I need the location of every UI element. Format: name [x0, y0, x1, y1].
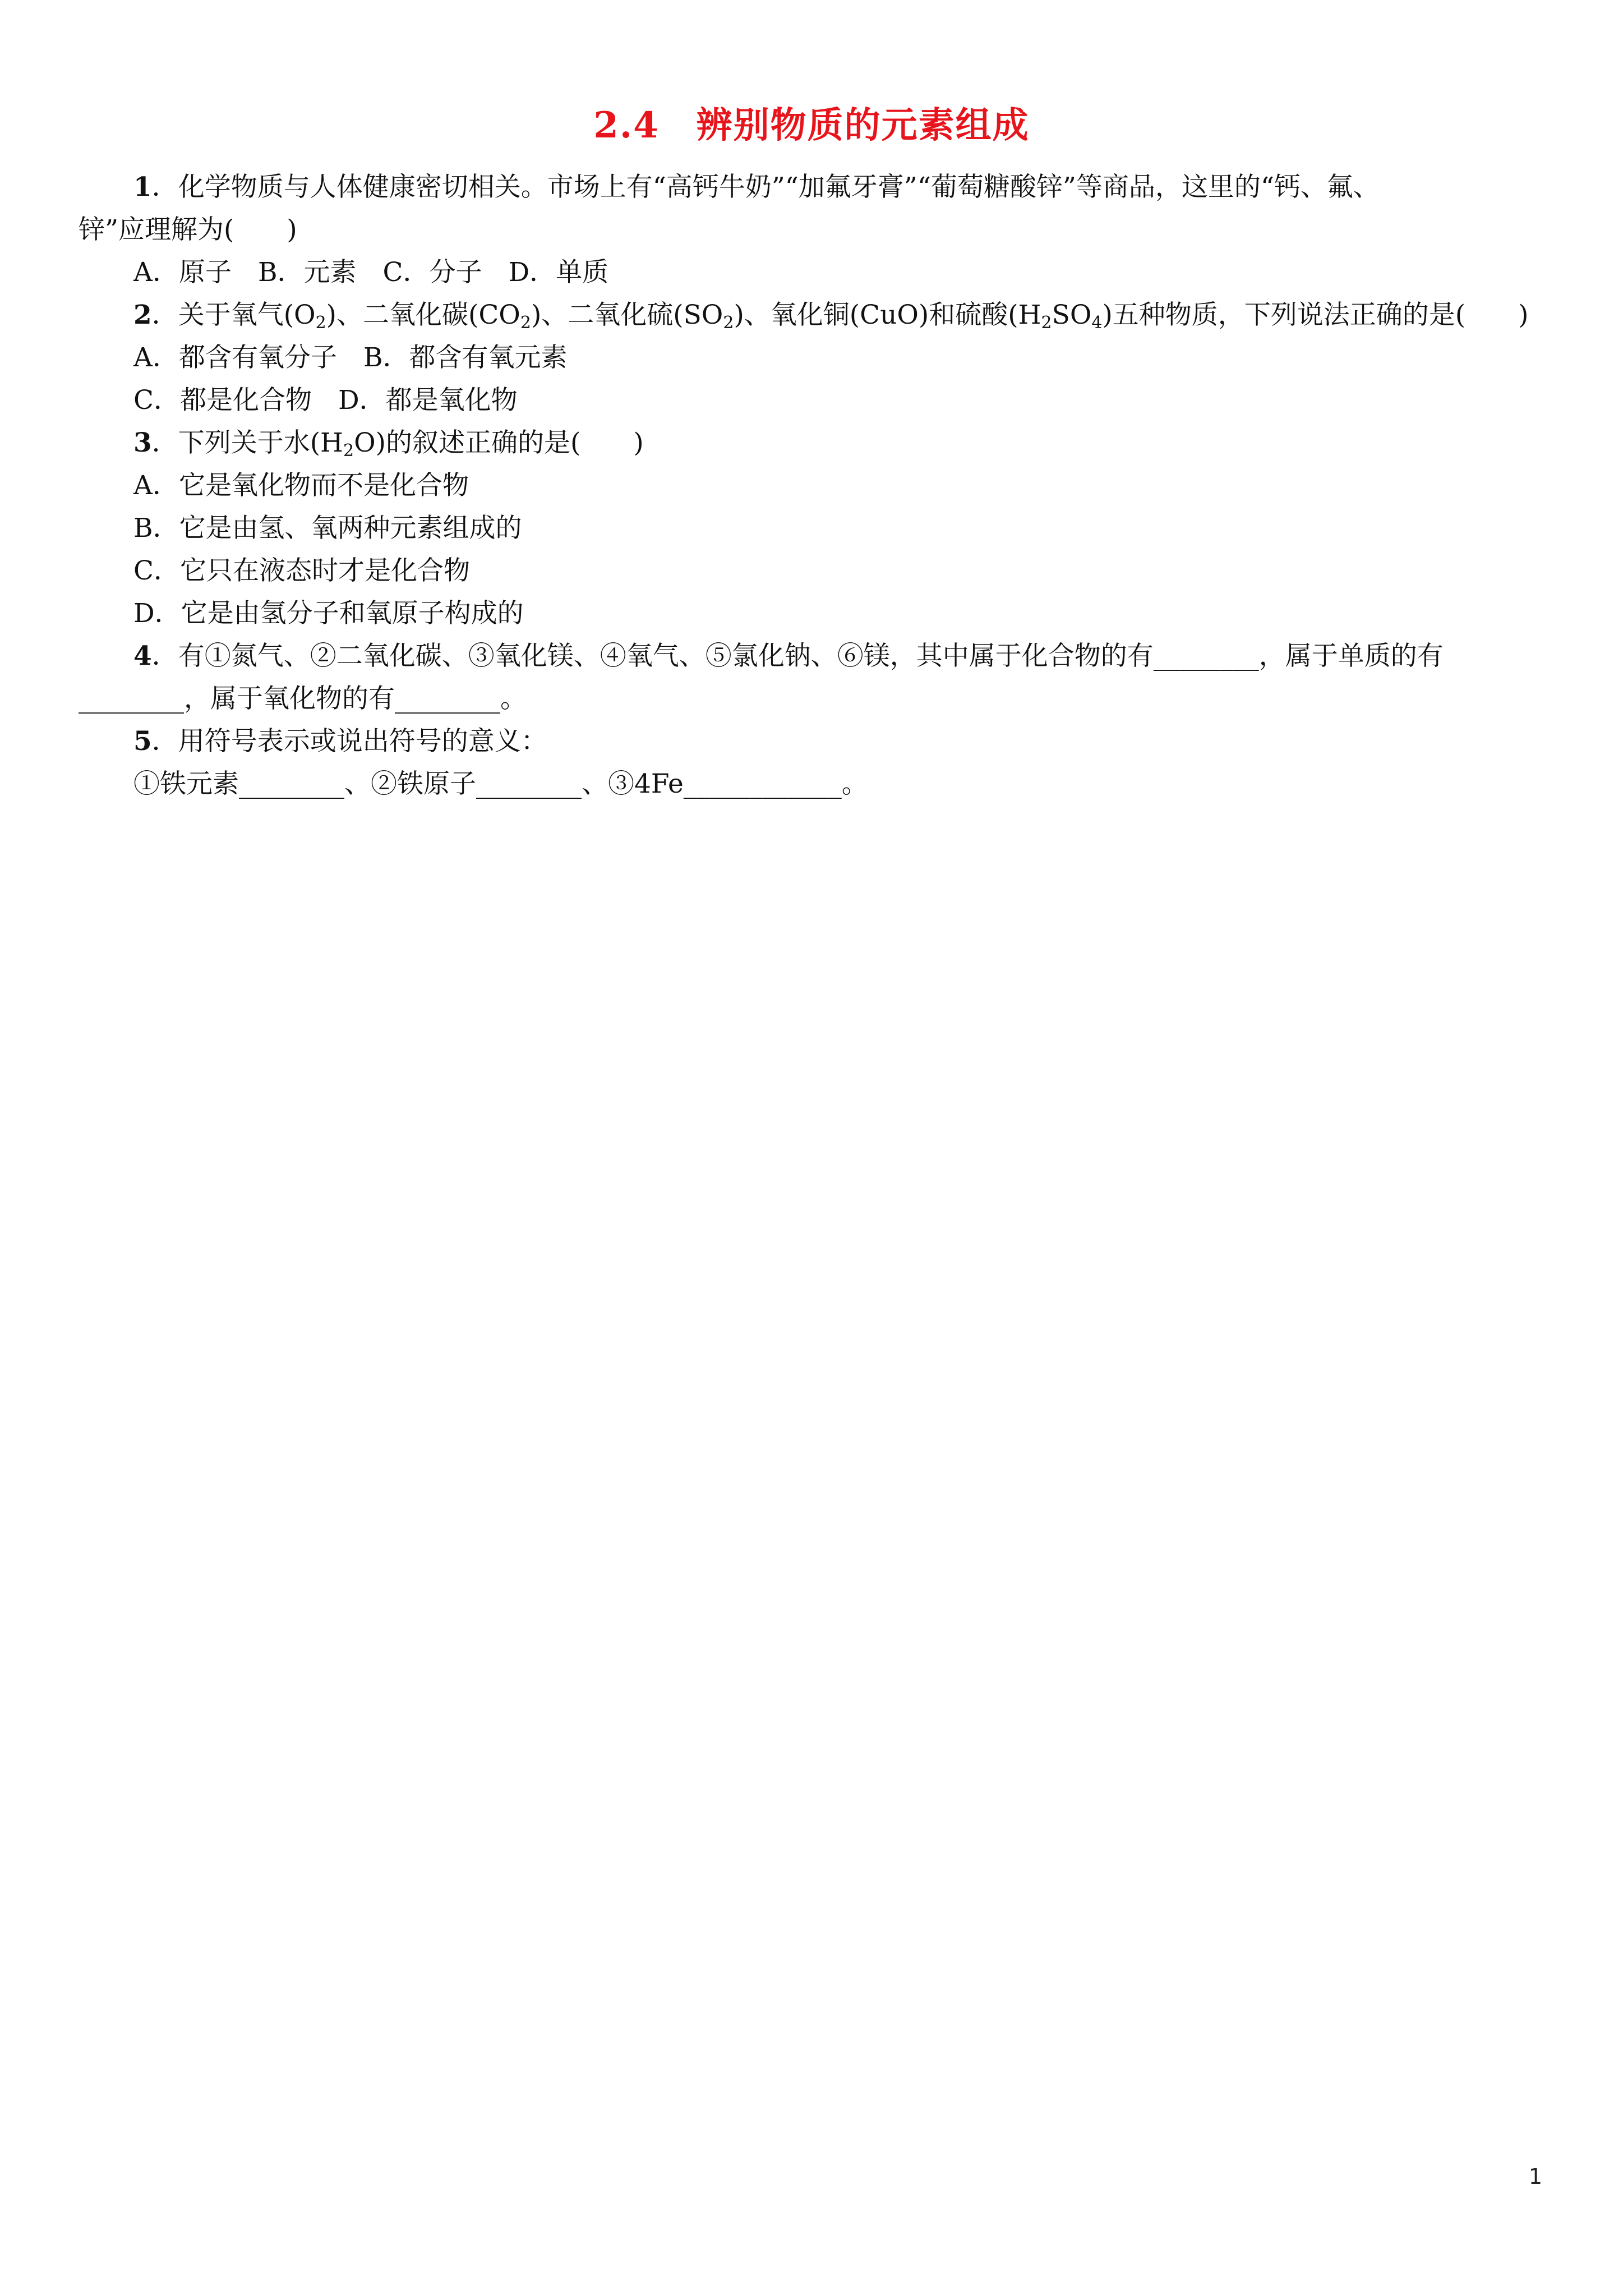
page-title: 2.4 辨别物质的元素组成 — [593, 104, 1030, 146]
question-1-text-continued: 锌”应理解为( ) — [79, 214, 297, 245]
question-4-line-2 — [79, 678, 1548, 720]
question-5-text: ．用符号表示或说出符号的意义： — [151, 726, 547, 757]
question-1-options: A．原子 B．元素 C．分子 D．单质 — [133, 257, 609, 288]
subscript: 2 — [1041, 313, 1052, 333]
question-2-text-part: )五种物质，下列说法正确的是( ) — [1102, 300, 1529, 330]
question-3-text-part: O)的叙述正确的是( ) — [354, 427, 644, 458]
question-3-line-1 — [79, 422, 1548, 464]
question-3-option-d: D．它是由氢分子和氧原子构成的 — [133, 598, 524, 629]
question-2-text-part: )、氧化铜(CuO)和硫酸(H — [734, 300, 1041, 330]
question-2-text-part: )、二氧化碳(CO — [326, 300, 520, 330]
question-5-line-1 — [79, 720, 1548, 763]
subscript: 2 — [520, 313, 531, 333]
question-2-options-cd: C．都是化合物 D．都是氧化物 — [133, 385, 518, 416]
question-4-line-1 — [79, 635, 1548, 678]
exercise-content — [79, 166, 1548, 806]
question-5-line-2: ①铁元素________、②铁原子________、③4Fe____________。 — [133, 769, 868, 799]
question-2-number: 2 — [133, 300, 152, 330]
question-1-line-2 — [79, 209, 1548, 251]
question-1-line-1 — [79, 166, 1548, 209]
question-3-number: 3 — [133, 427, 152, 458]
question-3-text-part: ．下列关于水(H — [151, 427, 344, 458]
question-5-number: 5 — [133, 726, 152, 757]
question-4-text: ．有①氮气、②二氧化碳、③氧化镁、④氧气、⑤氯化钠、⑥镁，其中属于化合物的有________，属于单质的有 — [151, 641, 1444, 671]
question-1-number: 1 — [133, 172, 152, 203]
page-number: 1 — [1528, 2164, 1542, 2189]
question-2-text-part: ．关于氧气(O — [151, 300, 316, 330]
question-1-text: ．化学物质与人体健康密切相关。市场上有“高钙牛奶”“加氟牙膏”“葡萄糖酸锌”等商品，这里的“钙、氟、 — [151, 172, 1380, 203]
question-4-text-continued: ________，属于氧化物的有________。 — [79, 683, 527, 714]
subscript: 4 — [1091, 313, 1103, 333]
question-3-option-a: A．它是氧化物而不是化合物 — [133, 470, 469, 501]
subscript: 2 — [343, 441, 354, 461]
subscript: 2 — [723, 313, 734, 333]
question-2-text-part: )、二氧化硫(SO — [531, 300, 723, 330]
question-4-number: 4 — [133, 641, 152, 671]
question-3-option-b: B．它是由氢、氧两种元素组成的 — [133, 513, 522, 544]
question-2-options-ab: A．都含有氧分子 B．都含有氧元素 — [133, 342, 568, 373]
question-3-option-c: C．它只在液态时才是化合物 — [133, 555, 470, 586]
subscript: 2 — [315, 313, 326, 333]
question-2-line-1 — [79, 294, 1548, 337]
question-2-text-part: SO — [1052, 300, 1092, 330]
